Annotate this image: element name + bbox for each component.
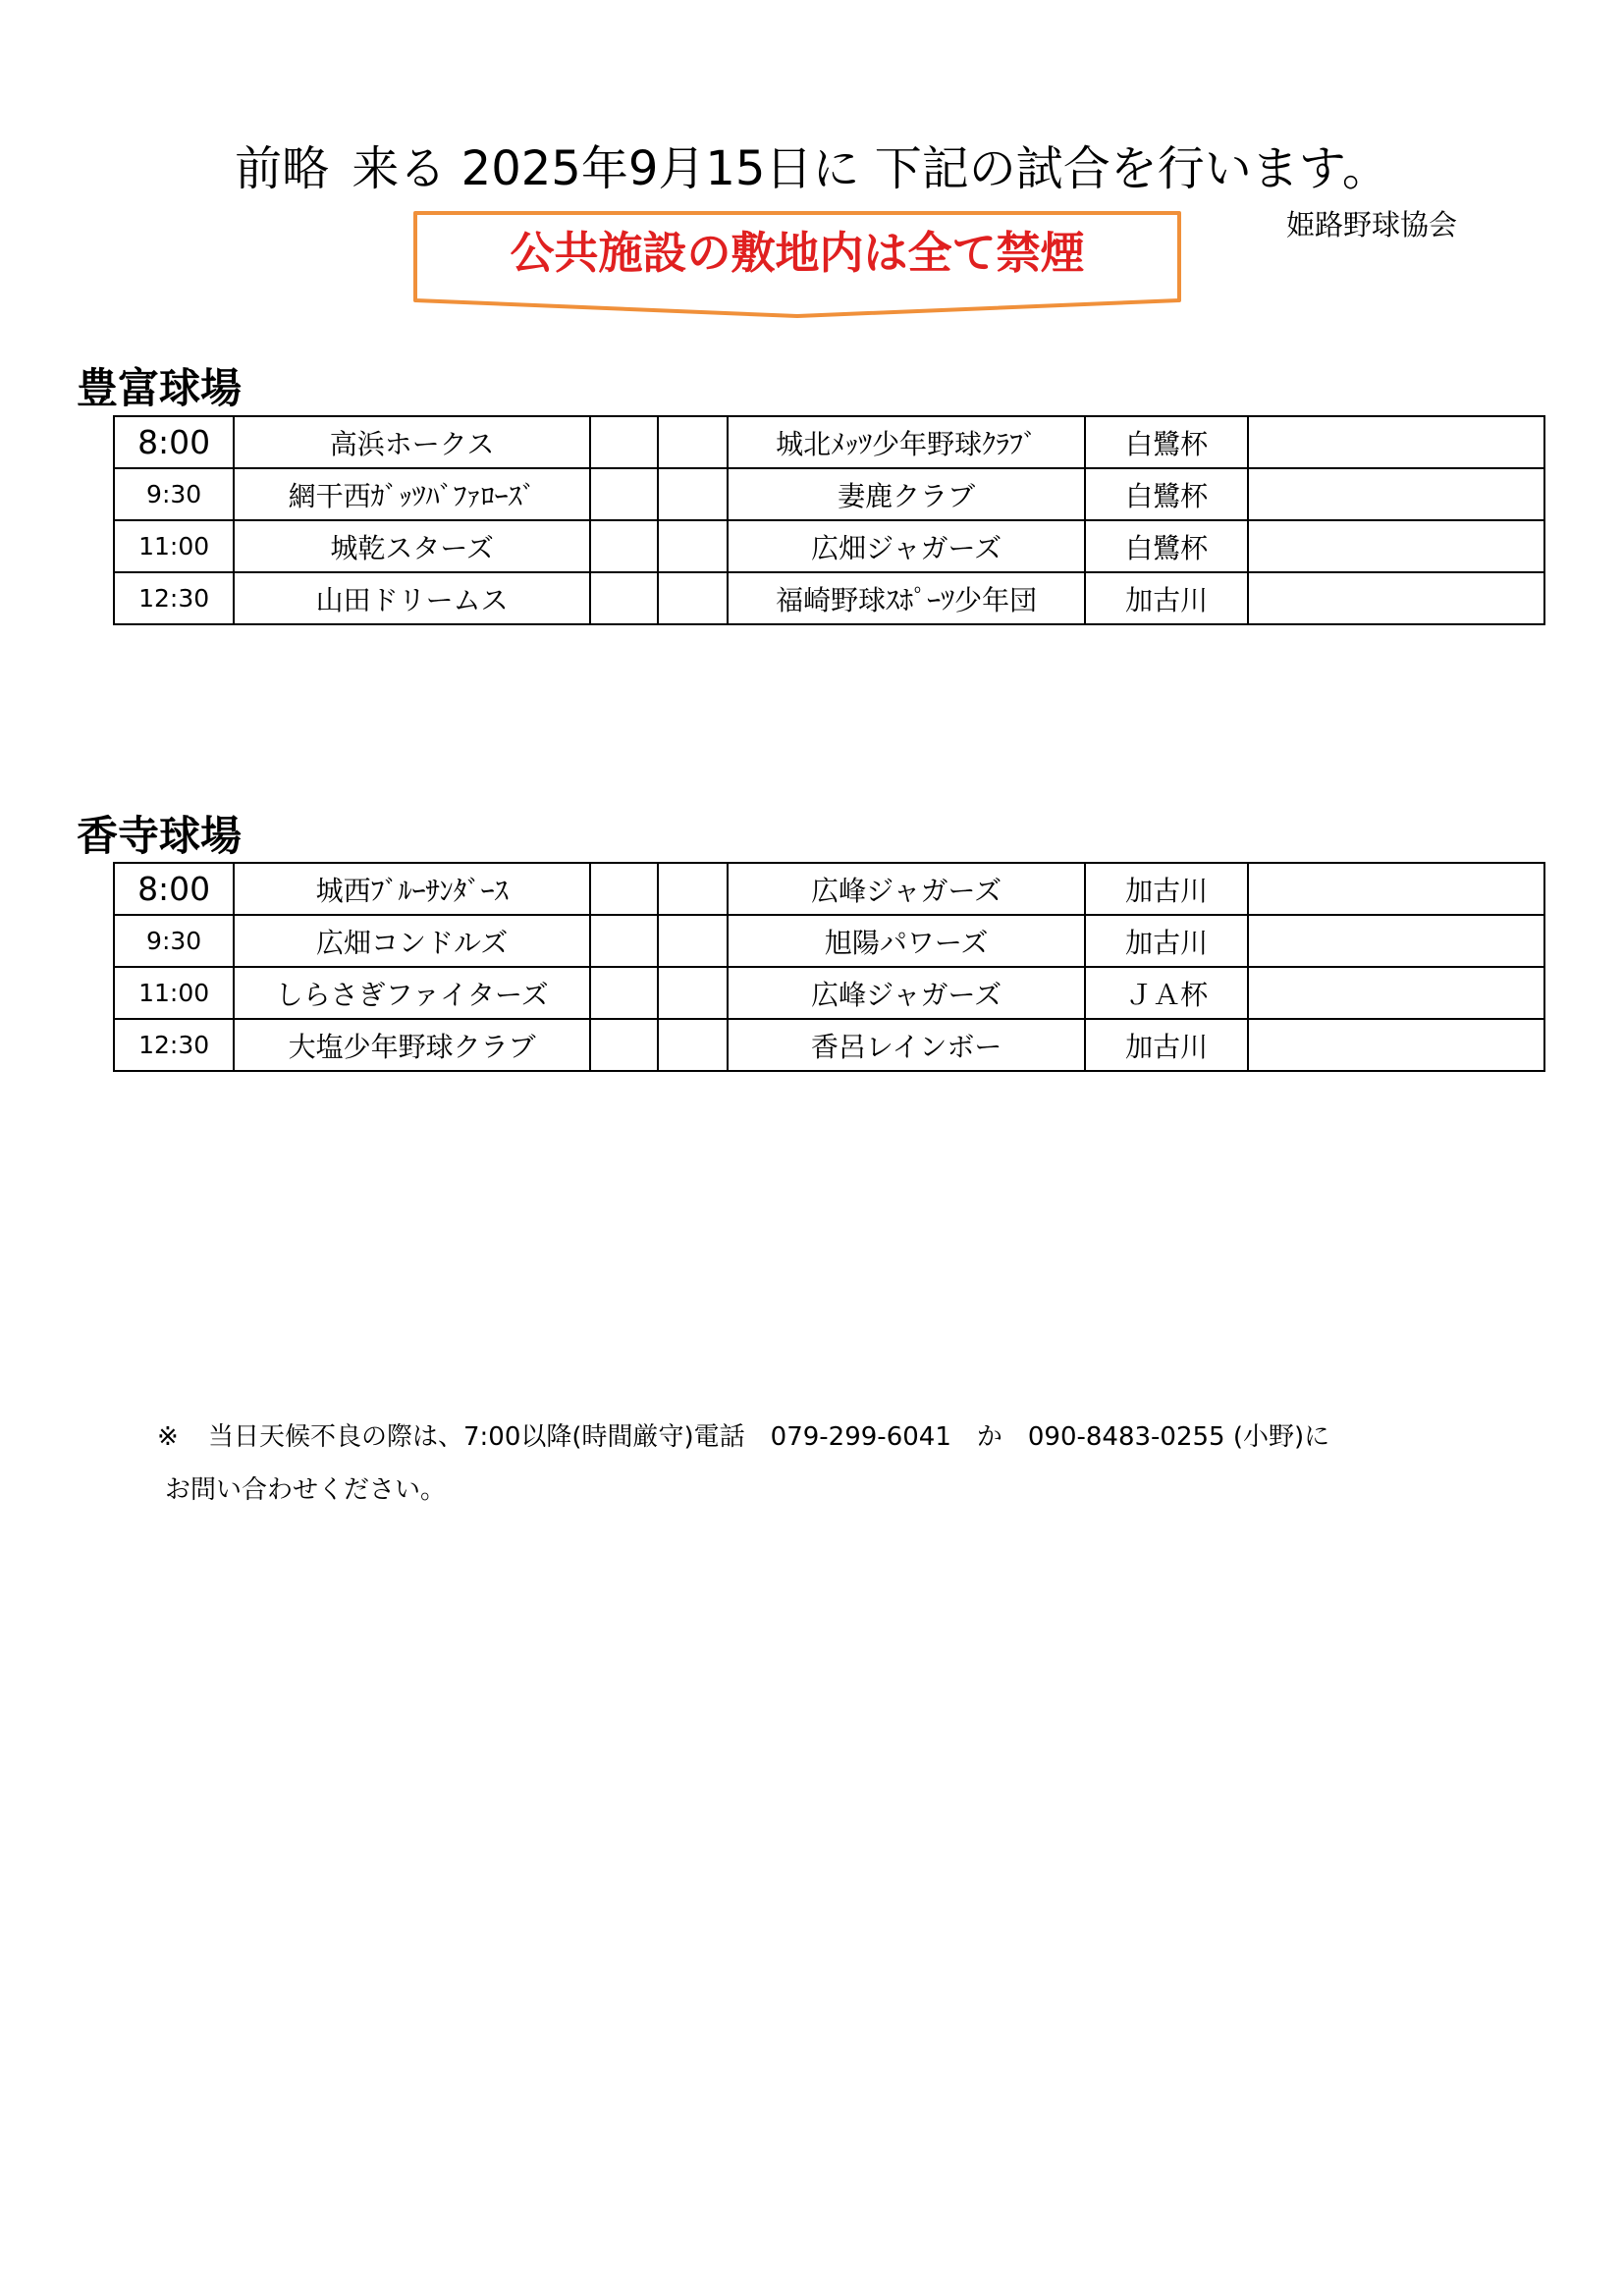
table-row	[114, 416, 1544, 468]
schedule-table	[113, 862, 1545, 1072]
score-cell	[590, 520, 658, 572]
remarks-cell	[1248, 915, 1544, 967]
tournament: 白鷺杯	[1085, 520, 1248, 572]
remarks-cell	[1248, 416, 1544, 468]
score-cell	[590, 967, 658, 1019]
game-time: 8:00	[114, 863, 234, 915]
remarks-cell	[1248, 520, 1544, 572]
home-team: 高浜ホークス	[234, 416, 590, 468]
score-cell	[658, 1019, 728, 1071]
game-time: 12:30	[114, 1019, 234, 1071]
table-row	[114, 863, 1544, 915]
table-row	[114, 1019, 1544, 1071]
game-time: 9:30	[114, 915, 234, 967]
remarks-cell	[1248, 468, 1544, 520]
table-row	[114, 915, 1544, 967]
home-team: 城乾スターズ	[234, 520, 590, 572]
away-team: 福崎野球ｽﾎﾟｰﾂ少年団	[728, 572, 1085, 624]
tournament: 加古川	[1085, 572, 1248, 624]
remarks-cell	[1248, 1019, 1544, 1071]
tournament: ＪＡ杯	[1085, 967, 1248, 1019]
score-cell	[658, 416, 728, 468]
away-team: 旭陽パワーズ	[728, 915, 1085, 967]
score-cell	[658, 967, 728, 1019]
home-team: 城西ﾌﾞﾙｰｻﾝﾀﾞｰｽ	[234, 863, 590, 915]
away-team: 広畑ジャガーズ	[728, 520, 1085, 572]
away-team: 妻鹿クラブ	[728, 468, 1085, 520]
note-mark: ※	[157, 1422, 179, 1452]
weather-note	[157, 1417, 1329, 1457]
away-team: 広峰ジャガーズ	[728, 863, 1085, 915]
tournament: 加古川	[1085, 1019, 1248, 1071]
game-time: 11:00	[114, 967, 234, 1019]
venue-title: 香寺球場	[77, 812, 243, 860]
score-cell	[658, 468, 728, 520]
note-line-2: お問い合わせください。	[165, 1475, 447, 1505]
no-smoking-notice	[412, 210, 1182, 320]
venue-title: 豊富球場	[77, 364, 243, 412]
remarks-cell	[1248, 967, 1544, 1019]
score-cell	[590, 863, 658, 915]
game-time: 11:00	[114, 520, 234, 572]
home-team: 網干西ｶﾞｯﾂﾊﾞﾌｧﾛｰｽﾞ	[234, 468, 590, 520]
away-team: 広峰ジャガーズ	[728, 967, 1085, 1019]
home-team: 山田ドリームス	[234, 572, 590, 624]
tournament: 加古川	[1085, 863, 1248, 915]
page-headline	[0, 139, 1624, 198]
announcement: 来る 2025年9月15日に 下記の試合を行います。	[352, 141, 1389, 196]
table-row	[114, 572, 1544, 624]
home-team: しらさぎファイターズ	[234, 967, 590, 1019]
score-cell	[590, 572, 658, 624]
score-cell	[590, 915, 658, 967]
table-row	[114, 520, 1544, 572]
score-cell	[658, 572, 728, 624]
table-row	[114, 468, 1544, 520]
schedule-table	[113, 415, 1545, 625]
home-team: 大塩少年野球クラブ	[234, 1019, 590, 1071]
organizer-name: 姫路野球協会	[1286, 208, 1458, 241]
score-cell	[658, 915, 728, 967]
score-cell	[658, 863, 728, 915]
home-team: 広畑コンドルズ	[234, 915, 590, 967]
greeting: 前略	[235, 141, 330, 196]
game-time: 12:30	[114, 572, 234, 624]
notice-text: 公共施設の敷地内は全て禁煙	[510, 227, 1085, 279]
tournament: 加古川	[1085, 915, 1248, 967]
away-team: 城北ﾒｯﾂ少年野球ｸﾗﾌﾞ	[728, 416, 1085, 468]
remarks-cell	[1248, 572, 1544, 624]
game-time: 9:30	[114, 468, 234, 520]
note-line-1: 当日天候不良の際は、7:00以降(時間厳守)電話 079-299-6041 か 090-8483-0255 (小野)に	[208, 1422, 1330, 1452]
score-cell	[590, 416, 658, 468]
score-cell	[590, 468, 658, 520]
game-time: 8:00	[114, 416, 234, 468]
score-cell	[590, 1019, 658, 1071]
away-team: 香呂レインボー	[728, 1019, 1085, 1071]
tournament: 白鷺杯	[1085, 416, 1248, 468]
remarks-cell	[1248, 863, 1544, 915]
table-row	[114, 967, 1544, 1019]
score-cell	[658, 520, 728, 572]
tournament: 白鷺杯	[1085, 468, 1248, 520]
